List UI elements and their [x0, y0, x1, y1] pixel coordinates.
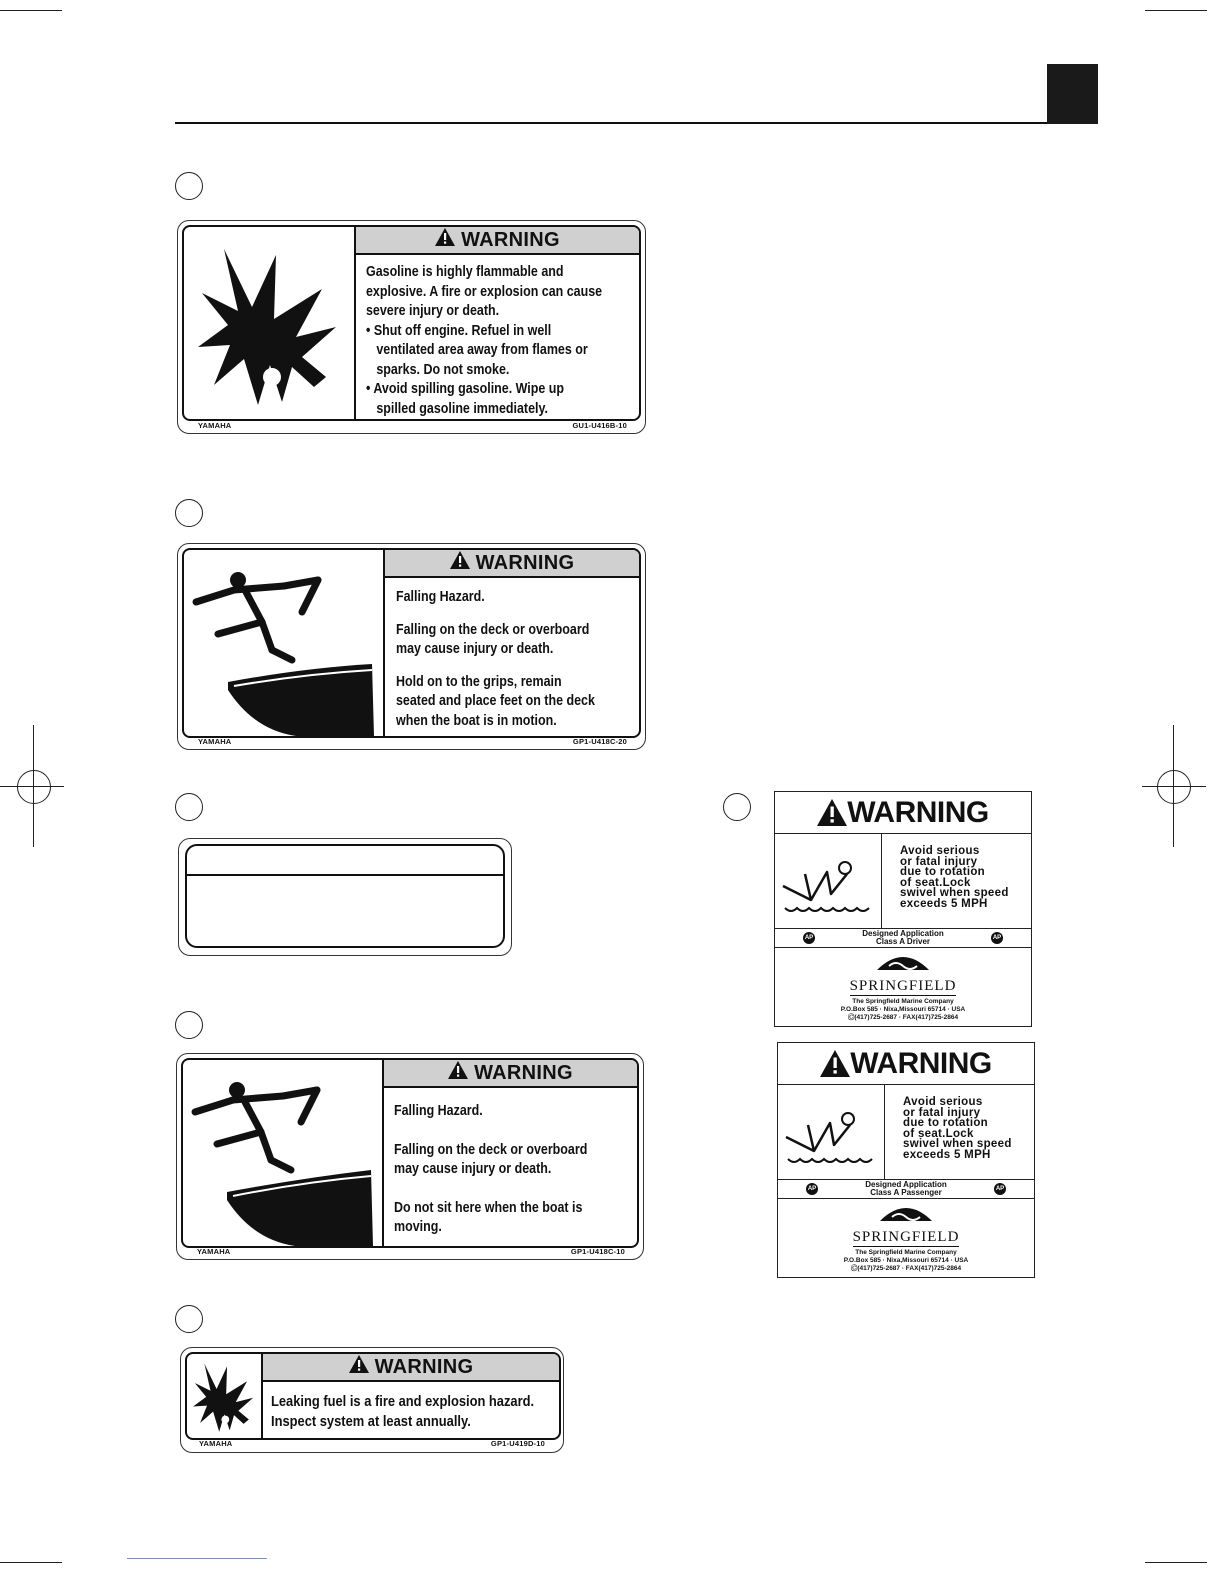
warning-header	[356, 227, 639, 255]
warning-body	[394, 1102, 587, 1238]
warning-triangle-icon	[820, 1050, 850, 1077]
section-tab	[1047, 64, 1098, 124]
warning-middle	[775, 834, 1031, 929]
label-brand: YAMAHA	[197, 1247, 231, 1256]
warning-line: severe injury or death.	[366, 303, 500, 319]
label-number-circle	[723, 793, 751, 821]
warning-line: when the boat is in motion.	[396, 712, 557, 729]
brand-name: SPRINGFIELD	[849, 978, 957, 994]
label-number-circle	[175, 172, 203, 200]
springfield-wave-logo-icon	[873, 950, 933, 972]
label-divider	[187, 874, 503, 876]
warning-line: or fatal injury	[900, 855, 978, 868]
warning-triangle-icon	[448, 1061, 468, 1085]
warning-line: exceeds 5 MPH	[900, 897, 988, 910]
warning-body	[396, 588, 595, 731]
label-number-circle	[175, 793, 203, 821]
label-number-circle	[175, 1305, 203, 1333]
registration-mark	[17, 770, 51, 804]
designed-application	[778, 1180, 1034, 1199]
label-brand: YAMAHA	[198, 737, 232, 746]
warning-line: explosive. A fire or explosion can cause	[366, 283, 603, 300]
warning-line: seated and place feet on the deck	[396, 693, 595, 709]
explosion-icon	[184, 227, 354, 419]
label-code: GP1-U418C-20	[572, 737, 627, 746]
warning-body	[271, 1392, 534, 1432]
warning-line: due to rotation	[903, 1117, 988, 1129]
warning-line: sparks. Do not smoke.	[376, 361, 510, 378]
company-phone: Ⓒ(417)725-2687 · FAX(417)725-2864	[850, 1265, 962, 1272]
springfield-brand	[778, 1201, 1034, 1273]
warning-line: spilled gasoline immediately.	[376, 400, 548, 417]
warning-triangle-icon	[450, 551, 470, 575]
ap-badge-icon: AP	[991, 932, 1003, 944]
warning-header	[384, 1060, 637, 1088]
warning-triangle-icon	[349, 1355, 369, 1379]
application-line: Class A Driver	[875, 937, 931, 946]
warning-line: Inspect system at least annually.	[271, 1413, 471, 1430]
explosion-picture	[184, 227, 356, 419]
warning-label-leaking-fuel	[180, 1347, 564, 1453]
falling-picture	[183, 1060, 384, 1246]
warning-line: of seat.Lock	[903, 1127, 974, 1140]
label-frame	[185, 844, 505, 948]
falling-person-icon	[183, 1060, 382, 1246]
warning-label-do-not-sit	[176, 1053, 644, 1260]
warning-line: moving.	[394, 1219, 442, 1235]
registration-mark	[1157, 770, 1191, 804]
label-frame	[181, 1058, 639, 1248]
warning-triangle-icon	[435, 228, 455, 252]
springfield-warning-driver	[774, 791, 1032, 1027]
application-line: Class A Passenger	[870, 1188, 942, 1197]
label-number-circle	[175, 1011, 203, 1039]
person-falling-from-seat-icon	[778, 1085, 884, 1179]
falling-person-icon	[184, 550, 383, 736]
company-address: P.O.Box 585 · Nixa,Missouri 65714 · USA	[840, 1006, 966, 1013]
warning-line: Falling on the deck or overboard	[396, 621, 590, 638]
blank-label	[178, 838, 512, 956]
warning-header-text: WARNING	[461, 228, 560, 251]
springfield-wave-logo-icon	[876, 1201, 936, 1223]
warning-line: Falling on the deck or overboard	[394, 1141, 588, 1158]
label-code: GP1-U418C-10	[570, 1247, 625, 1256]
crop-mark	[127, 1558, 267, 1559]
warning-header-text: WARNING	[474, 1061, 573, 1084]
warning-line: Avoid serious	[900, 845, 980, 857]
header-rule	[175, 122, 1047, 124]
warning-line: Gasoline is highly flammable and	[366, 264, 564, 280]
crop-mark	[1145, 1562, 1207, 1563]
label-brand: YAMAHA	[198, 421, 232, 430]
brand-name: SPRINGFIELD	[852, 1229, 960, 1245]
warning-header	[778, 1043, 1034, 1085]
warning-line: of seat.Lock	[900, 876, 971, 889]
falling-picture	[184, 550, 385, 736]
warning-line: due to rotation	[900, 866, 985, 878]
warning-line: exceeds 5 MPH	[903, 1148, 991, 1161]
application-line: Designed Application	[862, 929, 944, 938]
warning-line: swivel when speed	[903, 1138, 1012, 1150]
application-line: Designed Application	[865, 1180, 947, 1189]
warning-header-text: WARNING	[847, 795, 989, 829]
crop-mark	[0, 10, 62, 11]
warning-line: may cause injury or death.	[394, 1161, 552, 1177]
explosion-picture	[187, 1354, 263, 1438]
label-brand: YAMAHA	[199, 1439, 233, 1448]
ap-badge-icon: AP	[994, 1183, 1006, 1195]
person-falling-from-seat-icon	[775, 834, 881, 928]
springfield-brand	[775, 950, 1031, 1022]
swivel-fall-picture	[778, 1085, 885, 1179]
swivel-fall-picture	[775, 834, 882, 928]
warning-line: or fatal injury	[903, 1106, 981, 1119]
label-code: GP1-U419D-10	[490, 1439, 545, 1448]
company-name: The Springfield Marine Company	[855, 1249, 957, 1256]
warning-middle	[778, 1085, 1034, 1180]
warning-header	[263, 1354, 559, 1382]
company-name: The Springfield Marine Company	[852, 998, 954, 1005]
crop-mark	[0, 1562, 62, 1563]
warning-header-text: WARNING	[475, 551, 575, 574]
warning-triangle-icon	[817, 799, 847, 826]
warning-header	[385, 550, 639, 578]
label-frame	[185, 1352, 561, 1440]
warning-body	[366, 263, 602, 419]
warning-header	[775, 792, 1031, 834]
warning-line: Leaking fuel is a fire and explosion hazard.	[271, 1393, 535, 1410]
warning-label-gasoline	[177, 220, 646, 434]
label-frame	[182, 548, 641, 738]
warning-label-falling-hazard	[177, 543, 646, 750]
warning-bullet: • Avoid spilling gasoline. Wipe up	[366, 381, 565, 397]
springfield-warning-passenger	[777, 1042, 1035, 1278]
label-frame	[182, 225, 641, 421]
explosion-icon	[187, 1354, 261, 1438]
label-number-circle	[175, 499, 203, 527]
designed-application	[775, 929, 1031, 948]
label-code: GU1-U416B-10	[572, 421, 627, 430]
warning-bullet: • Shut off engine. Refuel in well	[366, 322, 552, 339]
warning-line: Avoid serious	[903, 1096, 983, 1108]
warning-line: swivel when speed	[900, 887, 1009, 899]
crop-mark	[1145, 10, 1207, 11]
company-address: P.O.Box 585 · Nixa,Missouri 65714 · USA	[843, 1257, 969, 1264]
company-phone: Ⓒ(417)725-2687 · FAX(417)725-2864	[847, 1014, 959, 1021]
warning-line: Falling Hazard.	[396, 589, 485, 605]
warning-line: Falling Hazard.	[394, 1103, 483, 1119]
warning-header-text: WARNING	[850, 1046, 992, 1080]
warning-header-text: WARNING	[374, 1355, 474, 1378]
warning-line: ventilated area away from flames or	[376, 342, 588, 358]
warning-body	[903, 1097, 1012, 1160]
warning-line: Do not sit here when the boat is	[394, 1199, 583, 1216]
warning-body	[900, 846, 1009, 909]
ap-badge-icon: AP	[806, 1183, 818, 1195]
warning-line: Hold on to the grips, remain	[396, 673, 562, 690]
ap-badge-icon: AP	[803, 932, 815, 944]
warning-line: may cause injury or death.	[396, 641, 554, 657]
